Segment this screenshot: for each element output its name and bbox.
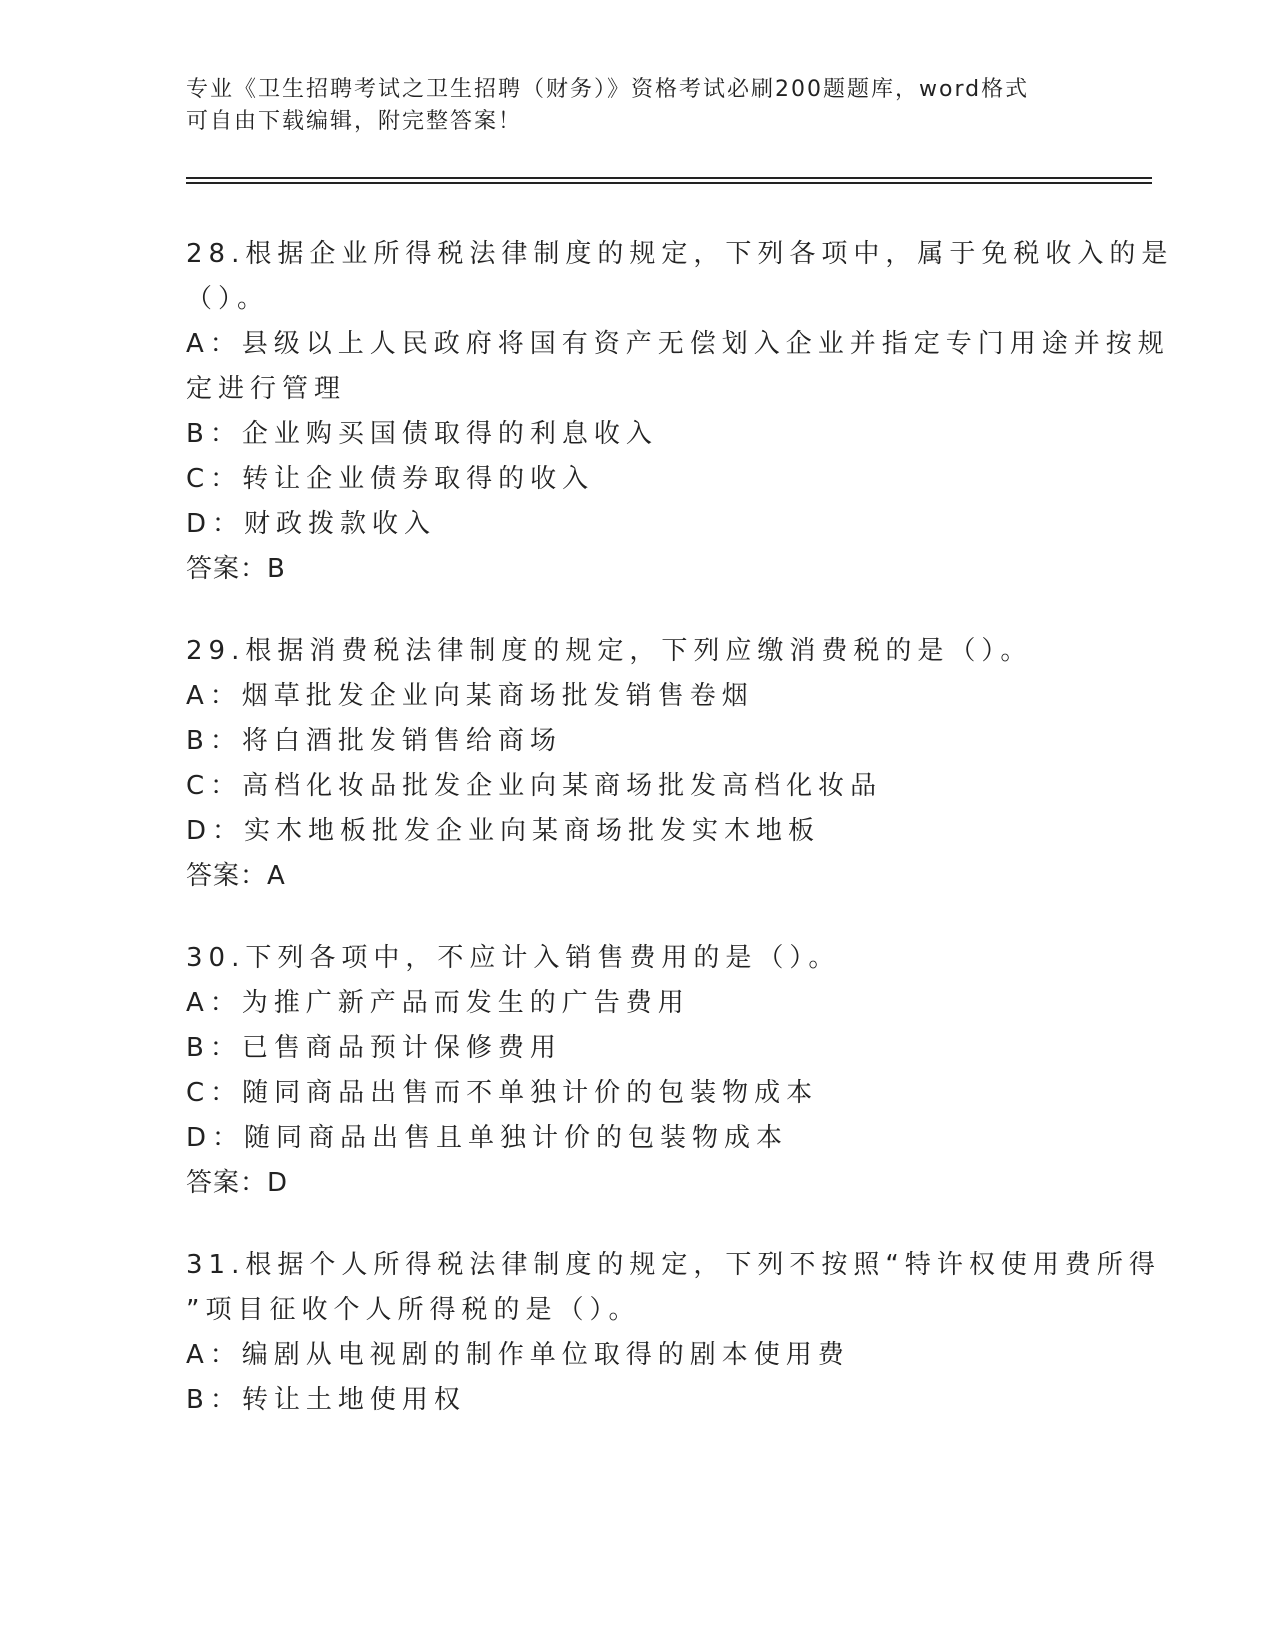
question-stem: 28.根据企业所得税法律制度的规定，下列各项中，属于免税收入的是 [186,239,1174,269]
question-block [186,232,1174,592]
answer-option: B：已售商品预计保修费用 [186,1033,562,1063]
document-header [186,74,1066,138]
question-stem: 31.根据个人所得税法律制度的规定，下列不按照“特许权使用费所得 [186,1250,1161,1280]
question-block [186,629,1086,899]
answer-option: C：随同商品出售而不单独计价的包装物成本 [186,1078,819,1108]
answer-key: 答案：B [186,554,286,584]
header-divider-top [186,177,1152,179]
answer-option: A：为推广新产品而发生的广告费用 [186,988,690,1018]
header-line-1: 专业《卫生招聘考试之卫生招聘（财务）》资格考试必刷200题题库，word格式 [186,77,1030,102]
answer-option: D：实木地板批发企业向某商场批发实木地板 [186,816,821,846]
answer-option: A：烟草批发企业向某商场批发销售卷烟 [186,681,754,711]
answer-option: A：编剧从电视剧的制作单位取得的剧本使用费 [186,1340,850,1370]
answer-option: C：高档化妆品批发企业向某商场批发高档化妆品 [186,771,883,801]
question-block [186,936,1086,1206]
answer-option: B：转让土地使用权 [186,1385,466,1415]
answer-option: B：将白酒批发销售给商场 [186,726,562,756]
answer-key: 答案：D [186,1168,289,1198]
answer-option: B：企业购买国债取得的利息收入 [186,419,658,449]
question-stem: 30.下列各项中，不应计入销售费用的是（）。 [186,943,841,973]
question-stem: 29.根据消费税法律制度的规定，下列应缴消费税的是（）。 [186,636,1033,666]
answer-option: D：随同商品出售且单独计价的包装物成本 [186,1123,789,1153]
question-list [186,232,1174,1460]
question-stem: ”项目征收个人所得税的是（）。 [186,1295,641,1325]
answer-option: 定进行管理 [186,374,347,404]
header-line-2: 可自由下载编辑，附完整答案！ [186,109,523,134]
answer-option: D：财政拨款收入 [186,509,437,539]
header-divider-bottom [186,182,1152,184]
answer-key: 答案：A [186,861,286,891]
answer-option: A：县级以上人民政府将国有资产无偿划入企业并指定专门用途并按规 [186,329,1170,359]
question-stem: （）。 [186,284,270,314]
answer-option: C：转让企业债券取得的收入 [186,464,595,494]
question-block [186,1243,1161,1423]
